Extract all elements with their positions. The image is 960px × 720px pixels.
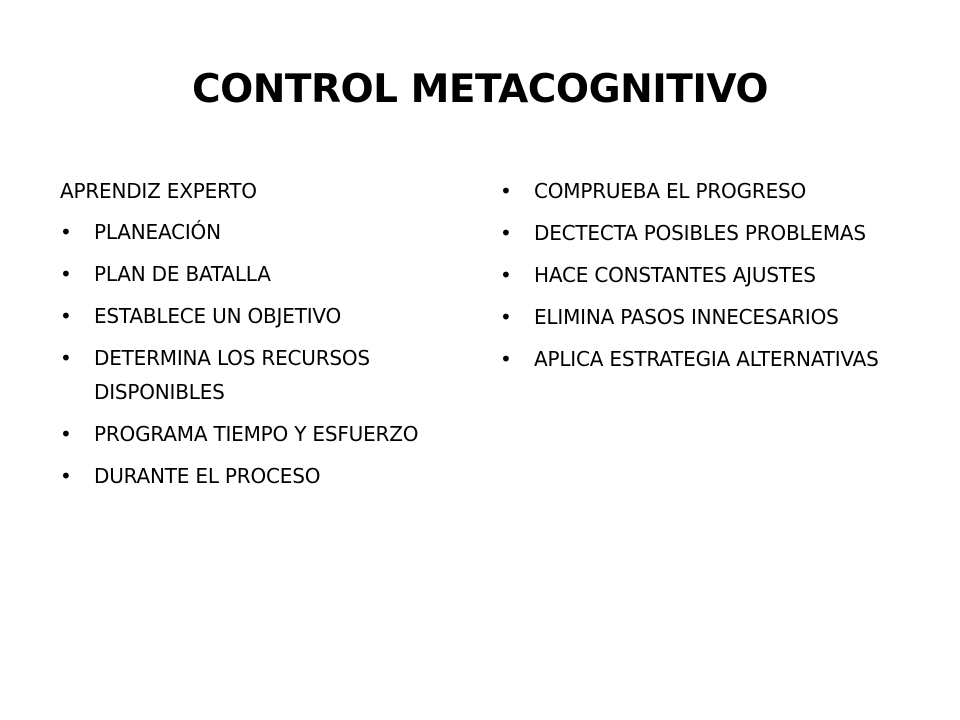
bullet-item	[500, 300, 920, 334]
bullet-text: DECTECTA POSIBLES PROBLEMAS	[534, 221, 866, 245]
bullet-icon: •	[500, 179, 512, 203]
bullet-item	[60, 459, 440, 493]
bullet-text: DETERMINA LOS RECURSOS DISPONIBLES	[94, 346, 370, 404]
bullet-item	[500, 174, 920, 208]
bullet-text: ELIMINA PASOS INNECESARIOS	[534, 305, 839, 329]
bullet-icon: •	[60, 262, 72, 286]
bullet-text: ESTABLECE UN OBJETIVO	[94, 304, 342, 328]
bullet-icon: •	[500, 263, 512, 287]
bullet-icon: •	[60, 346, 72, 370]
bullet-icon: •	[500, 347, 512, 371]
bullet-item	[500, 258, 920, 292]
bullet-text: PLANEACIÓN	[94, 220, 221, 244]
left-column	[60, 174, 440, 501]
bullet-text: HACE CONSTANTES AJUSTES	[534, 263, 816, 287]
bullet-item	[60, 417, 440, 451]
bullet-icon: •	[60, 422, 72, 446]
bullet-item	[500, 342, 920, 376]
bullet-icon: •	[500, 221, 512, 245]
bullet-icon: •	[60, 464, 72, 488]
bullet-item	[60, 215, 440, 249]
bullet-icon: •	[60, 220, 72, 244]
bullet-item	[60, 341, 440, 409]
bullet-text: PLAN DE BATALLA	[94, 262, 271, 286]
bullet-icon: •	[60, 304, 72, 328]
left-column-heading: APRENDIZ EXPERTO	[60, 179, 257, 203]
bullet-text: DURANTE EL PROCESO	[94, 464, 321, 488]
slide-title: CONTROL METACOGNITIVO	[191, 67, 769, 112]
bullet-text: COMPRUEBA EL PROGRESO	[534, 179, 807, 203]
bullet-icon: •	[500, 305, 512, 329]
bullet-item	[60, 299, 440, 333]
bullet-item	[60, 257, 440, 291]
bullet-item	[500, 216, 920, 250]
bullet-text: APLICA ESTRATEGIA ALTERNATIVAS	[534, 347, 879, 371]
bullet-text: PROGRAMA TIEMPO Y ESFUERZO	[94, 422, 419, 446]
right-column	[500, 174, 920, 384]
